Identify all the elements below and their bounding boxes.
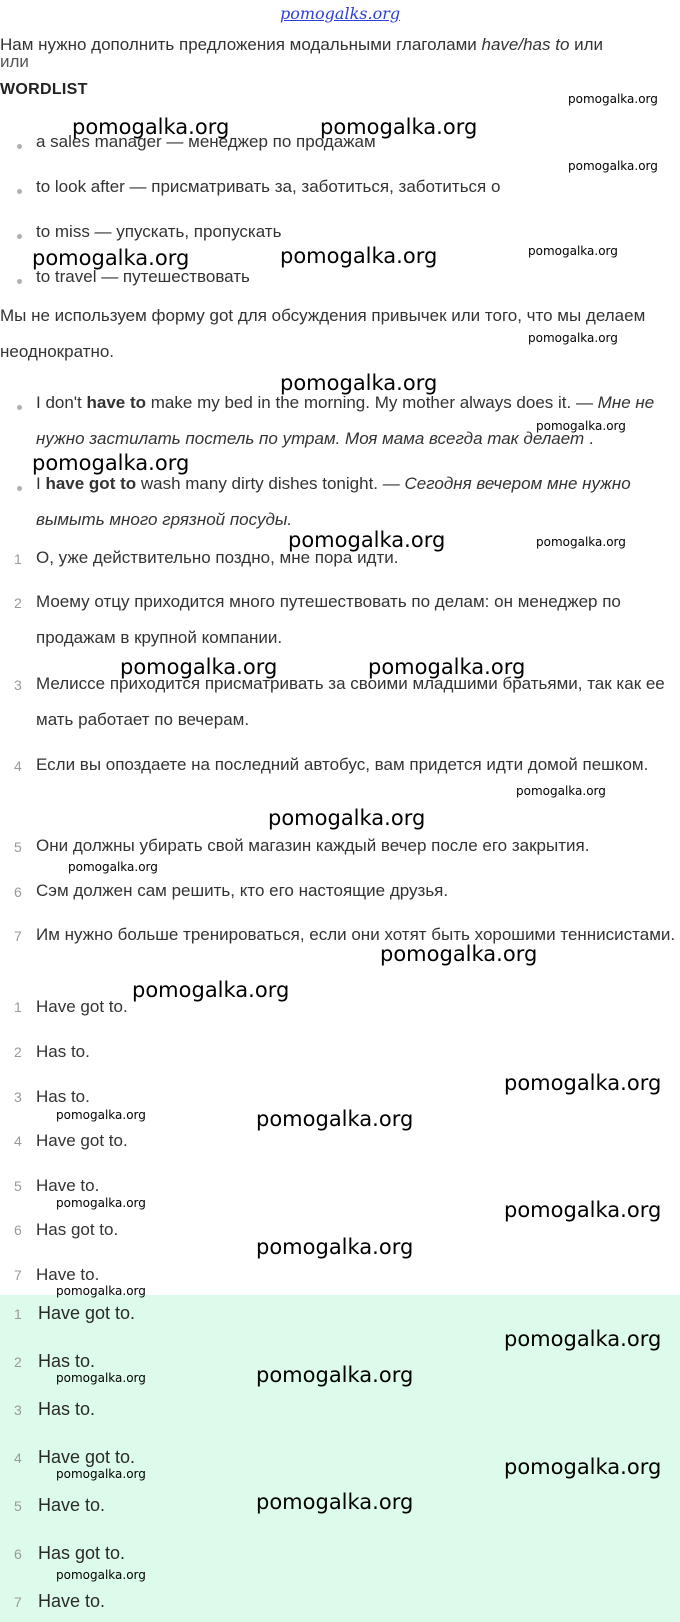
watermark: pomogalka.org (504, 1198, 662, 1222)
watermark: pomogalka.org (56, 1467, 146, 1481)
answer-number: 5 (14, 1498, 22, 1514)
watermark: pomogalka.org (56, 1371, 146, 1385)
intro-after: или (569, 35, 604, 54)
answer-number: 2 (14, 1044, 22, 1060)
cut-off-line (0, 52, 140, 74)
answer: Have got to. (36, 1131, 128, 1150)
watermark: pomogalka.org (68, 860, 158, 874)
answer-highlighted: Have to. (38, 1495, 106, 1515)
watermark: pomogalka.org (528, 244, 618, 258)
sentence-number: 5 (14, 839, 22, 855)
sentence-number: 3 (14, 677, 22, 693)
watermark: pomogalka.org (72, 115, 230, 139)
sentence-number: 1 (14, 551, 22, 567)
example-translation: Сегодня вечером мне нужно вымыть много грязной посуды. (36, 474, 631, 529)
answer: Has got to. (36, 1220, 119, 1239)
wordlist-item: to look after — присматривать за, заботиться, заботиться о (36, 177, 501, 196)
answer-number: 4 (14, 1133, 22, 1149)
example-pre: I don't (36, 393, 87, 412)
sentence: Сэм должен сам решить, кто его настоящие друзья. (36, 881, 449, 900)
answer-number: 1 (14, 1306, 22, 1322)
answer-number: 5 (14, 1178, 22, 1194)
bullet-dot (17, 279, 22, 284)
watermark: pomogalka.org (380, 942, 538, 966)
wordlist-item: to miss — упускать, пропускать (36, 222, 282, 241)
answer-highlighted: Has got to. (38, 1543, 126, 1563)
bullet-dot (17, 189, 22, 194)
example-post: wash many dirty dishes tonight. — (136, 474, 405, 493)
example-bold: have got to (45, 474, 137, 493)
watermark: pomogalka.org (516, 784, 606, 798)
answer-number: 3 (14, 1089, 22, 1105)
watermark: pomogalka.org (368, 655, 526, 679)
bullet-dot (17, 144, 22, 149)
sentence-number: 2 (14, 595, 22, 611)
answer-highlighted: Have to. (38, 1591, 106, 1611)
bullet-dot (17, 234, 22, 239)
watermark: pomogalka.org (256, 1107, 414, 1131)
sentence: Если вы опоздаете на последний автобус, вам придется идти домой пешком. (36, 755, 649, 774)
answer: Have got to. (36, 997, 128, 1016)
answer: Has to. (36, 1042, 90, 1061)
sentence-number: 7 (14, 928, 22, 944)
answer: Have to. (36, 1176, 100, 1195)
answer-number: 6 (14, 1222, 22, 1238)
watermark: pomogalka.org (536, 535, 626, 549)
watermark: pomogalka.org (56, 1196, 146, 1210)
watermark: pomogalka.org (56, 1568, 146, 1582)
example-translation: Мне не нужно застилать постель по утрам. Моя мама всегда так делает (36, 393, 655, 448)
watermark: pomogalka.org (536, 419, 626, 433)
sentence-number: 6 (14, 884, 22, 900)
answer-number: 3 (14, 1402, 22, 1418)
example-post: make my bed in the morning. My mother always does it. — (146, 393, 598, 412)
answer: Have to. (36, 1265, 100, 1284)
sentence-number: 4 (14, 758, 22, 774)
sentence: Мелиссе приходится присматривать за своими младшими братьями, так как ее мать работает по вечерам. (36, 674, 665, 729)
example-bold: have to (86, 393, 147, 412)
answer-number: 1 (14, 999, 22, 1015)
answer-number: 7 (14, 1594, 22, 1610)
watermark: pomogalka.org (288, 528, 446, 552)
answer-highlighted: Have got to. (38, 1447, 136, 1467)
cut-off-text: или (0, 52, 29, 71)
watermark: pomogalka.org (504, 1327, 662, 1351)
wordlist-item: to travel — путешествовать (36, 267, 250, 286)
watermark: pomogalka.org (132, 978, 290, 1002)
bullet-dot (17, 486, 22, 491)
answer-highlighted: Have got to. (38, 1303, 136, 1323)
watermark: pomogalka.org (256, 1363, 414, 1387)
watermark: pomogalka.org (504, 1071, 662, 1095)
wordlist-item: a sales manager — менеджер по продажам (36, 132, 376, 151)
answer-highlighted: Has to. (38, 1351, 96, 1371)
watermark: pomogalka.org (320, 115, 478, 139)
answer: Has to. (36, 1087, 90, 1106)
example-pre: I (36, 474, 46, 493)
watermark: pomogalka.org (568, 159, 658, 173)
watermark: pomogalka.org (56, 1108, 146, 1122)
watermark: pomogalka.org (256, 1235, 414, 1259)
grammar-note: Мы не используем форму got для обсуждения привычек или того, что мы делаем неоднократно. (0, 306, 646, 361)
sentence: Они должны убирать свой магазин каждый вечер после его закрытия. (36, 836, 590, 855)
answer-number: 6 (14, 1546, 22, 1562)
site-logo-link[interactable]: pomogalks.org (280, 4, 401, 23)
sentence: О, уже действительно поздно, мне пора идти. (36, 548, 399, 567)
watermark: pomogalka.org (280, 371, 438, 395)
answer-number: 2 (14, 1354, 22, 1370)
watermark: pomogalka.org (280, 244, 438, 268)
watermark: pomogalka.org (268, 806, 426, 830)
answer-highlighted: Has to. (38, 1399, 96, 1419)
answer-number: 7 (14, 1267, 22, 1283)
watermark: pomogalka.org (32, 246, 190, 270)
watermark: pomogalka.org (56, 1284, 146, 1298)
watermark: pomogalka.org (256, 1490, 414, 1514)
intro-before: Нам нужно дополнить предложения модальными глаголами (0, 35, 482, 54)
intro-italic: have/has to (481, 35, 570, 54)
wordlist-heading: WORDLIST (0, 81, 88, 98)
sentence: Им нужно больше тренироваться, если они хотят быть хорошими теннисистами. (36, 925, 676, 944)
bullet-dot (17, 405, 22, 410)
example-end: . (584, 429, 594, 448)
watermark: pomogalka.org (528, 331, 618, 345)
sentence: Моему отцу приходится много путешествовать по делам: он менеджер по продажам в крупной компании. (36, 592, 621, 647)
watermark: pomogalka.org (32, 451, 190, 475)
answer-number: 4 (14, 1450, 22, 1466)
watermark: pomogalka.org (120, 655, 278, 679)
watermark: pomogalka.org (568, 92, 658, 106)
watermark: pomogalka.org (504, 1455, 662, 1479)
